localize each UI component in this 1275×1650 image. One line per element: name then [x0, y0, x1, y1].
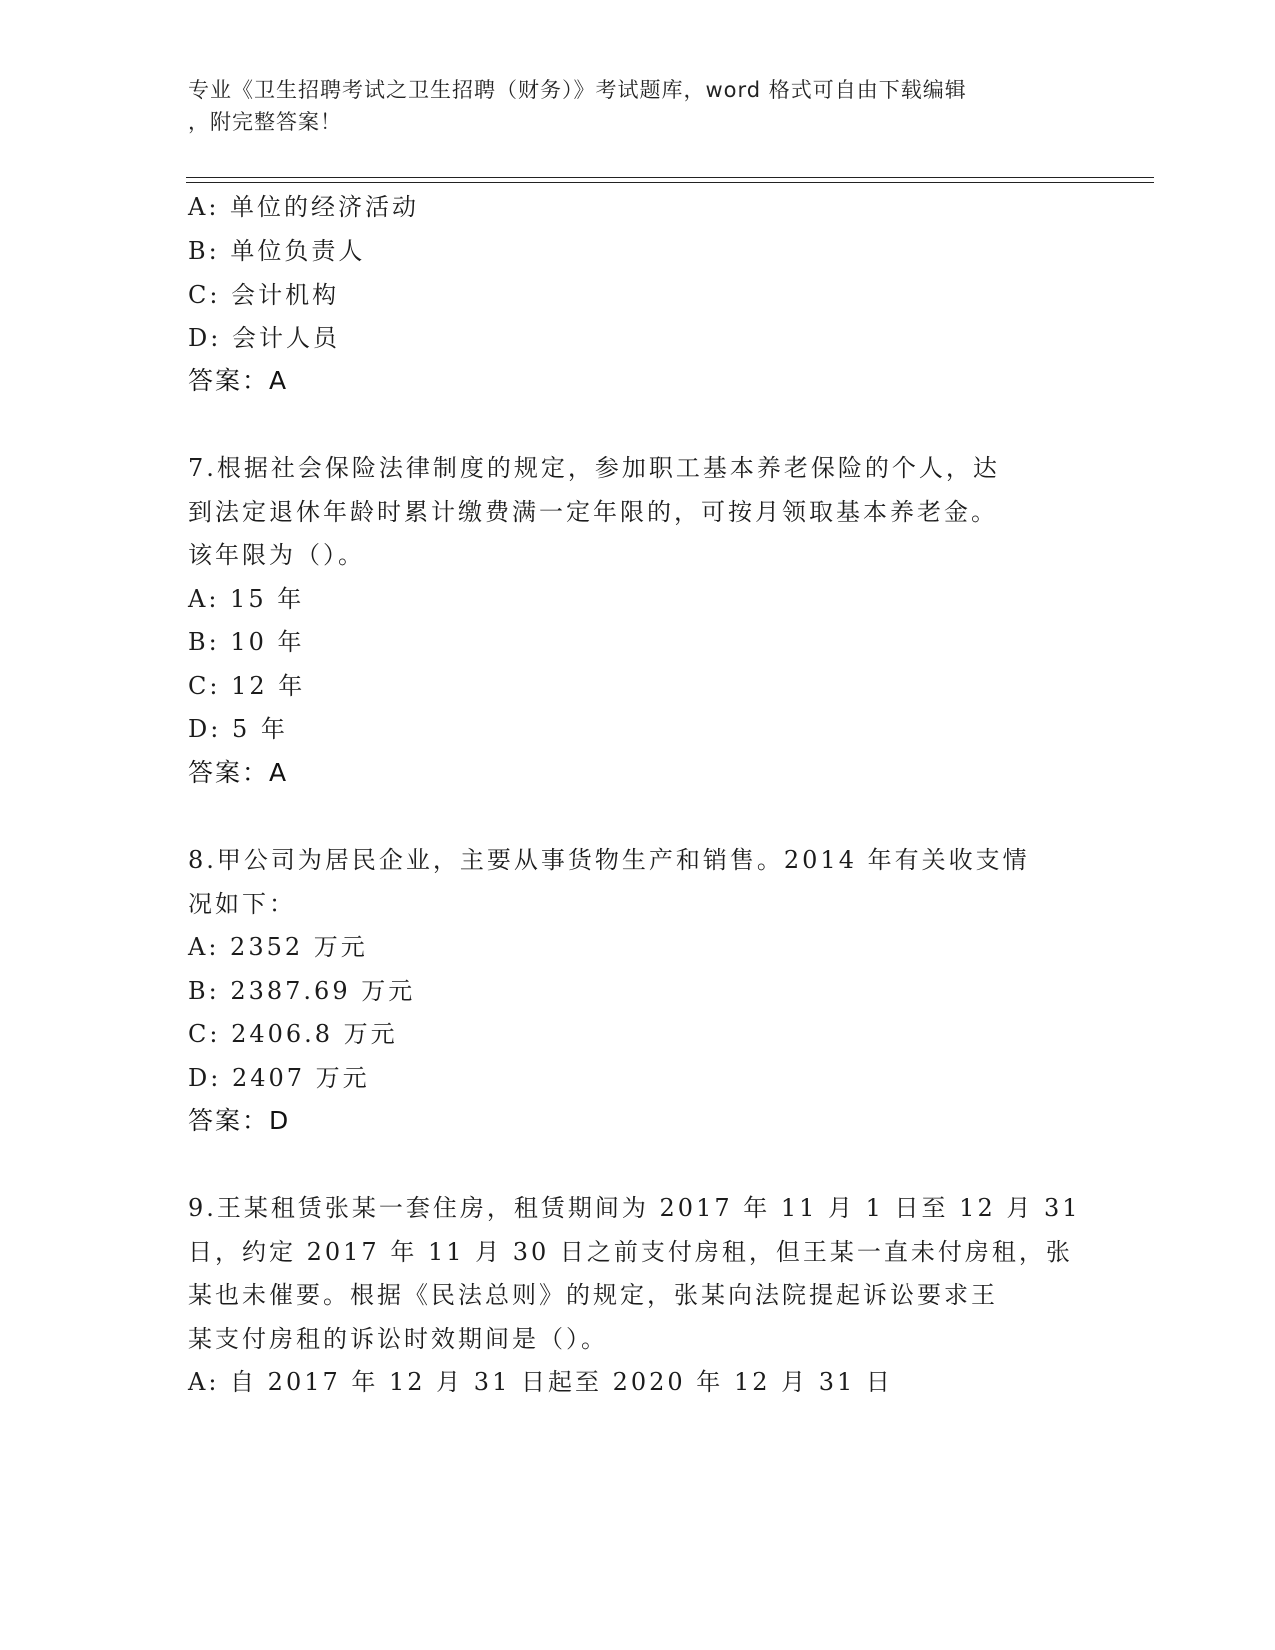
q7-option-c: C: 12 年 — [188, 672, 306, 700]
q7-option-b: B: 10 年 — [188, 628, 305, 656]
q6-option-a: A: 单位的经济活动 — [188, 193, 420, 221]
header-line-1: 专业《卫生招聘考试之卫生招聘（财务）》考试题库，word 格式可自由下载编辑 — [188, 78, 967, 102]
header-divider-bottom — [186, 182, 1154, 183]
q7-option-a: A: 15 年 — [188, 585, 305, 613]
document-header — [188, 74, 1068, 138]
q7-stem-line-3: 该年限为（）。 — [188, 541, 365, 569]
q8-stem-line-1: 8.甲公司为居民企业，主要从事货物生产和销售。2014 年有关收支情 — [188, 846, 1030, 874]
q6-option-d: D: 会计人员 — [188, 324, 340, 352]
q8-stem-line-2: 况如下： — [188, 890, 296, 918]
q9-option-a: A: 自 2017 年 12 月 31 日起至 2020 年 12 月 31 日 — [188, 1368, 893, 1396]
q8-option-c: C: 2406.8 万元 — [188, 1020, 398, 1048]
q6-answer: 答案：A — [188, 366, 289, 395]
q9-stem-line-4: 某支付房租的诉讼时效期间是（）。 — [188, 1325, 608, 1353]
q6-option-c: C: 会计机构 — [188, 281, 340, 309]
q8-option-a: A: 2352 万元 — [188, 933, 368, 961]
q9-stem-line-3: 某也未催要。根据《民法总则》的规定，张某向法院提起诉讼要求王 — [188, 1281, 998, 1309]
q6-option-b: B: 单位负责人 — [188, 237, 366, 265]
header-divider-top — [186, 177, 1154, 178]
q8-option-b: B: 2387.69 万元 — [188, 977, 416, 1005]
q7-stem-line-2: 到法定退休年龄时累计缴费满一定年限的，可按月领取基本养老金。 — [188, 498, 998, 526]
q8-option-d: D: 2407 万元 — [188, 1064, 370, 1092]
q7-option-d: D: 5 年 — [188, 715, 288, 743]
q7-stem-line-1: 7.根据社会保险法律制度的规定，参加职工基本养老保险的个人，达 — [188, 454, 1000, 482]
q9-stem-line-1: 9.王某租赁张某一套住房，租赁期间为 2017 年 11 月 1 日至 12 月 31 — [188, 1194, 1081, 1222]
q7-answer: 答案：A — [188, 758, 289, 787]
header-line-2: ，附完整答案！ — [188, 110, 342, 134]
q9-stem-line-2: 日，约定 2017 年 11 月 30 日之前支付房租，但王某一直未付房租，张 — [188, 1238, 1073, 1266]
q8-answer: 答案：D — [188, 1106, 291, 1135]
